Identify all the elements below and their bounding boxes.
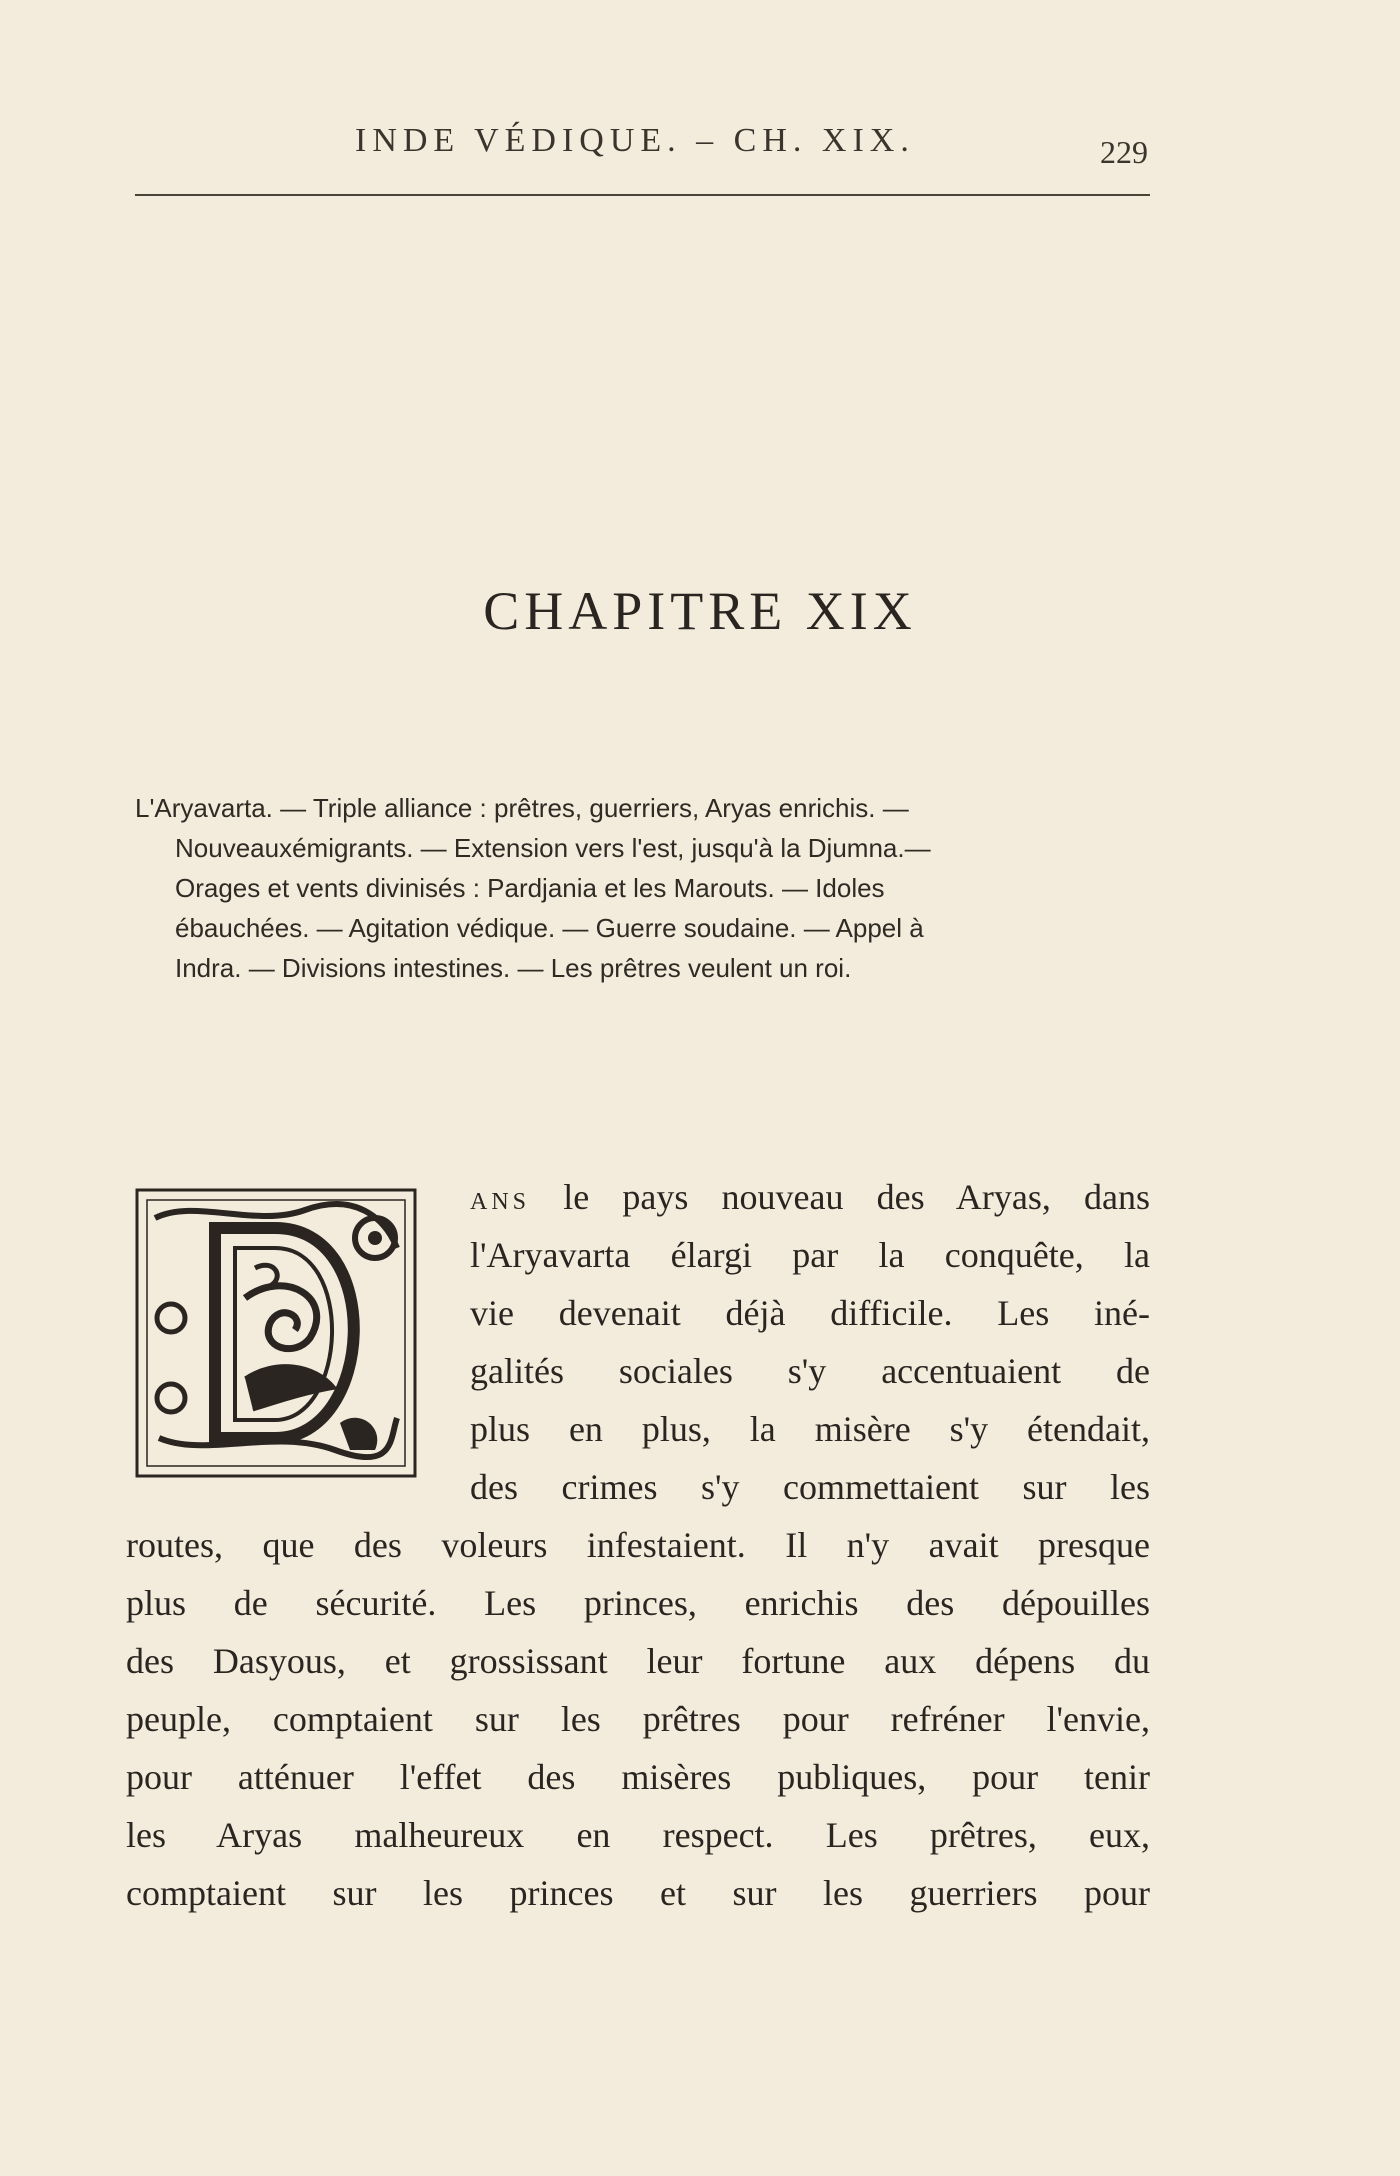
body-line: des crimes s'y commettaient sur les [470,1467,1150,1507]
summary-line: Indra. — Divisions intestines. — Les prêtres veulent un roi. [175,953,852,983]
body-line: galités sociales s'y accentuaient de [470,1351,1150,1391]
summary-line: Nouveauxémigrants. — Extension vers l'est, jusqu'à la Djumna.— [175,833,931,863]
lead-smallcaps: ANS [470,1189,531,1215]
chapter-summary [135,788,1148,988]
body-line: routes, que des voleurs infestaient. Il n'y avait presque [126,1525,1150,1565]
running-head: INDE VÉDIQUE. – CH. XIX. [355,122,915,159]
body-line-text: le pays nouveau des Aryas, dans [530,1177,1150,1217]
ornamental-dropcap-d [135,1188,417,1478]
body-line: plus en plus, la misère s'y étendait, [470,1409,1150,1449]
body-line: peuple, comptaient sur les prêtres pour refréner l'envie, [126,1699,1150,1739]
page-number: 229 [1100,134,1148,170]
body-line: des Dasyous, et grossissant leur fortune aux dépens du [126,1641,1150,1681]
body-line: comptaient sur les princes et sur les guerriers pour [126,1873,1150,1913]
chapter-title: CHAPITRE XIX [483,581,917,641]
summary-line: L'Aryavarta. — Triple alliance : prêtres, guerriers, Aryas enrichis. — [135,793,909,823]
summary-line: ébauchées. — Agitation védique. — Guerre soudaine. — Appel à [175,913,924,943]
summary-line: Orages et vents divinisés : Pardjania et les Marouts. — Idoles [175,873,885,903]
header-rule [135,194,1150,196]
body-line: pour atténuer l'effet des misères publiques, pour tenir [126,1757,1150,1797]
body-line: les Aryas malheureux en respect. Les prêtres, eux, [126,1815,1150,1855]
body-line: vie devenait déjà difficile. Les iné- [470,1293,1150,1333]
body-line: plus de sécurité. Les princes, enrichis des dépouilles [126,1583,1150,1623]
body-line: l'Aryavarta élargi par la conquête, la [470,1235,1150,1275]
body-line [470,1168,1150,1226]
